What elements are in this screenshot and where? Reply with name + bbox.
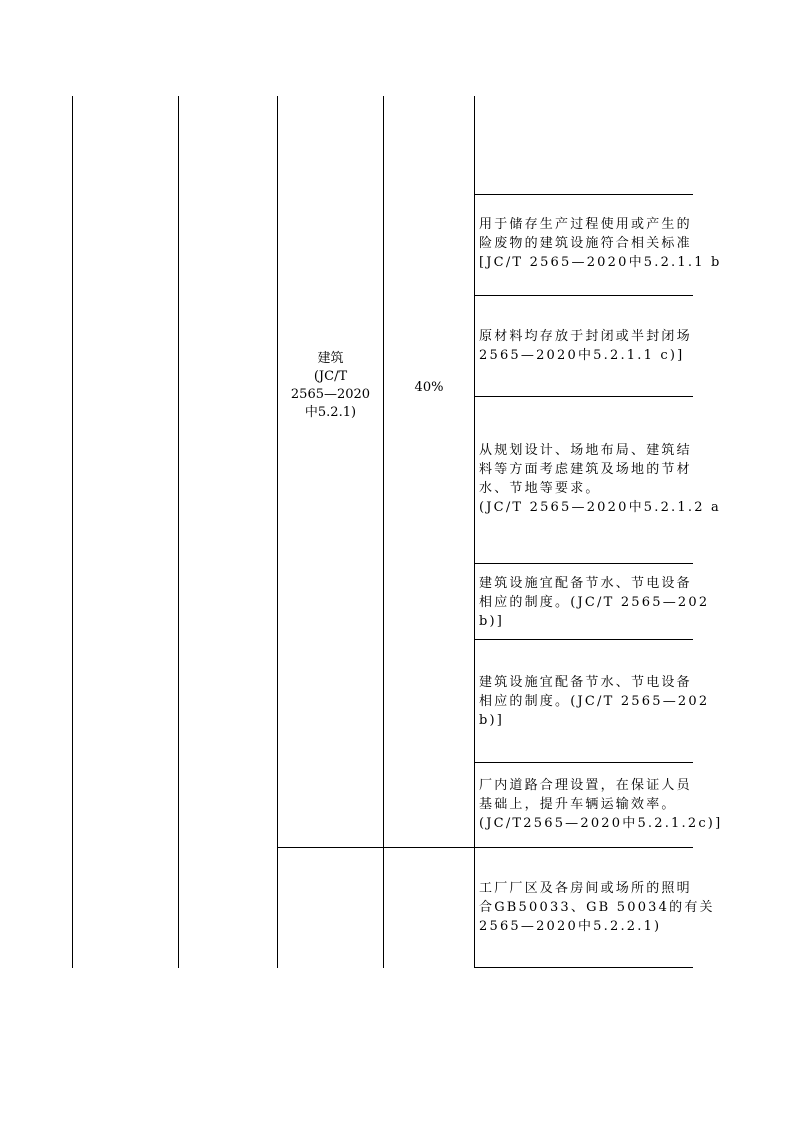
- requirement-line: 水、节地等要求。: [479, 481, 601, 496]
- requirement-line: b)]: [479, 713, 505, 728]
- requirement-cell: [475, 640, 710, 762]
- requirement-line: 从规划设计、场地布局、建筑结: [479, 443, 692, 458]
- requirement-line: 建筑设施宜配备节水、节电设备: [479, 675, 692, 690]
- requirement-line: 相应的制度。(JC/T 2565—202: [479, 694, 710, 709]
- weight-value: 40%: [414, 380, 444, 395]
- requirement-line: 合GB50033、GB 50034的有关: [479, 900, 715, 915]
- requirement-cell: [475, 397, 721, 563]
- requirement-line: 2565—2020中5.2.2.1): [479, 919, 662, 934]
- requirement-line: 料等方面考虑建筑及场地的节材: [479, 462, 692, 477]
- requirement-line: (JC/T2565—2020中5.2.1.2c)]: [479, 816, 723, 831]
- requirement-line: (JC/T 2565—2020中5.2.1.2 a: [479, 500, 721, 515]
- requirement-line: 2565—2020中5.2.1.1 c)]: [479, 348, 685, 363]
- requirement-cell: [475, 848, 715, 967]
- requirement-line: 工厂厂区及各房间或场所的照明: [479, 881, 692, 896]
- requirement-cell: [475, 296, 693, 396]
- requirement-line: 相应的制度。(JC/T 2565—202: [479, 595, 710, 610]
- category-cell: [278, 340, 383, 432]
- requirement-line: 用于储存生产过程使用或产生的: [479, 217, 692, 232]
- requirement-line: [JC/T 2565—2020中5.2.1.1 b: [479, 255, 722, 270]
- table-column-divider-3: [383, 96, 384, 968]
- requirement-line: 原材料均存放于封闭或半封闭场: [479, 329, 692, 344]
- requirement-line: 基础上，提升车辆运输效率。: [479, 797, 677, 812]
- category-name: 建筑: [317, 351, 344, 366]
- table-border-bottom: [474, 967, 693, 968]
- category-ref-line1: (JC/T: [313, 369, 348, 384]
- table-column-divider-2: [277, 96, 278, 968]
- requirement-line: 险废物的建筑设施符合相关标准: [479, 236, 692, 251]
- requirement-cell: [475, 763, 723, 847]
- weight-cell: [384, 378, 474, 398]
- requirement-cell: [475, 564, 710, 639]
- table-border-left: [72, 96, 73, 968]
- requirement-line: 厂内道路合理设置，在保证人员: [479, 778, 692, 793]
- table-column-divider-1: [178, 96, 179, 968]
- requirement-line: 建筑设施宜配备节水、节电设备: [479, 576, 692, 591]
- requirement-cell: [475, 195, 722, 295]
- requirement-line: b)]: [479, 614, 505, 629]
- category-ref-line2: 2565—2020: [290, 387, 371, 402]
- category-ref-line3: 中5.2.1): [304, 405, 357, 420]
